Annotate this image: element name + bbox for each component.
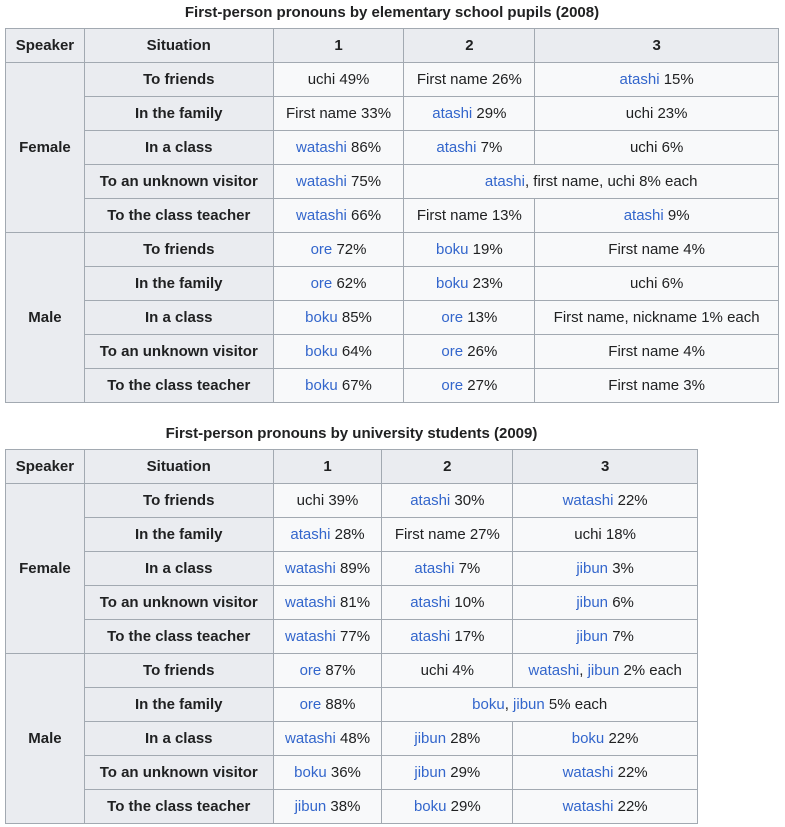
table-row xyxy=(6,484,698,518)
data-cell xyxy=(273,756,382,790)
situation-cell: To friends xyxy=(84,484,273,518)
data-cell xyxy=(535,131,779,165)
cell-text: 10% xyxy=(450,594,485,611)
cell-text: 36% xyxy=(326,764,361,781)
pronoun-link[interactable]: watashi xyxy=(284,560,336,577)
speaker-cell: Male xyxy=(6,654,85,824)
pronoun-link[interactable]: jibun xyxy=(294,798,327,815)
cell-text: 13% xyxy=(463,309,498,326)
table-row xyxy=(6,722,698,756)
elementary-pronouns-table xyxy=(5,0,779,403)
cell-text: 6% xyxy=(608,594,634,611)
data-cell xyxy=(273,63,404,97)
cell-text: 85% xyxy=(337,309,372,326)
situation-cell: To friends xyxy=(84,63,273,97)
table-row xyxy=(6,756,698,790)
table-row xyxy=(6,97,779,131)
cell-text: 64% xyxy=(337,343,372,360)
situation-cell: To an unknown visitor xyxy=(84,335,273,369)
pronoun-link[interactable]: watashi xyxy=(296,207,347,224)
cell-text: First name, nickname 1% each xyxy=(553,309,760,326)
table-row xyxy=(6,301,779,335)
pronoun-link[interactable]: watashi xyxy=(562,764,614,781)
cell-text: 30% xyxy=(450,492,485,509)
pronoun-link[interactable]: ore xyxy=(441,343,464,360)
data-cell xyxy=(273,267,404,301)
pronoun-link[interactable]: jibun xyxy=(576,594,609,611)
situation-cell: In a class xyxy=(84,131,273,165)
pronoun-link[interactable]: atashi xyxy=(484,173,525,190)
pronoun-link[interactable]: jibun xyxy=(576,560,609,577)
situation-cell: In a class xyxy=(84,722,273,756)
column-header: 1 xyxy=(273,450,382,484)
cell-text: , xyxy=(504,696,514,713)
data-cell xyxy=(273,335,404,369)
situation-cell: In the family xyxy=(84,688,273,722)
situation-cell: To the class teacher xyxy=(84,790,273,824)
column-header: 1 xyxy=(273,29,404,63)
data-cell xyxy=(535,63,779,97)
pronoun-link[interactable]: watashi xyxy=(528,662,580,679)
pronoun-link[interactable]: watashi xyxy=(284,628,336,645)
situation-cell: In the family xyxy=(84,267,273,301)
data-cell xyxy=(382,790,513,824)
table-row xyxy=(6,654,698,688)
table-row xyxy=(6,165,779,199)
cell-text: 88% xyxy=(321,696,356,713)
pronoun-link[interactable]: atashi xyxy=(619,71,660,88)
pronoun-link[interactable]: atashi xyxy=(410,492,451,509)
column-header: 2 xyxy=(404,29,535,63)
cell-text: 28% xyxy=(330,526,365,543)
situation-cell: To friends xyxy=(84,233,273,267)
cell-text: 22% xyxy=(613,798,648,815)
cell-text: 7% xyxy=(454,560,481,577)
table-caption: First-person pronouns by university students (2009) xyxy=(165,425,538,442)
data-cell xyxy=(535,369,779,403)
table-row xyxy=(6,63,779,97)
data-cell xyxy=(382,620,513,654)
data-cell xyxy=(404,233,535,267)
pronoun-link[interactable]: boku xyxy=(571,730,605,747)
cell-text: uchi 4% xyxy=(420,662,475,679)
table-row xyxy=(6,688,698,722)
cell-text: 23% xyxy=(468,275,503,292)
cell-text: 29% xyxy=(446,764,481,781)
cell-text: 89% xyxy=(335,560,371,577)
data-cell xyxy=(513,790,698,824)
table-row xyxy=(6,620,698,654)
table-row xyxy=(6,199,779,233)
cell-text: 26% xyxy=(463,343,498,360)
cell-text: 72% xyxy=(332,241,367,258)
column-header: Speaker xyxy=(6,29,85,63)
table-row xyxy=(6,790,698,824)
data-cell xyxy=(404,301,535,335)
data-cell xyxy=(513,552,698,586)
cell-text: First name 4% xyxy=(608,343,705,360)
pronoun-link[interactable]: jibun xyxy=(513,696,545,713)
cell-text: 9% xyxy=(663,207,690,224)
column-header: 3 xyxy=(513,450,698,484)
data-cell xyxy=(404,97,535,131)
data-cell xyxy=(535,233,779,267)
pronoun-link[interactable]: boku xyxy=(435,241,469,258)
cell-text: 3% xyxy=(608,560,634,577)
data-cell xyxy=(404,335,535,369)
column-header: Situation xyxy=(84,450,273,484)
data-cell xyxy=(273,369,404,403)
data-cell xyxy=(513,518,698,552)
pronoun-link[interactable]: jibun xyxy=(576,628,609,645)
table-row xyxy=(6,369,779,403)
pronoun-link[interactable]: jibun xyxy=(414,730,447,747)
cell-text: uchi 18% xyxy=(574,526,636,543)
university-pronouns-table xyxy=(5,421,698,824)
pronoun-link[interactable]: watashi xyxy=(296,139,347,156)
situation-cell: To an unknown visitor xyxy=(84,756,273,790)
data-cell xyxy=(273,165,404,199)
data-cell xyxy=(513,586,698,620)
cell-text: uchi 6% xyxy=(629,275,684,292)
pronoun-link[interactable]: atashi xyxy=(414,560,455,577)
data-cell xyxy=(273,484,382,518)
data-cell xyxy=(273,620,382,654)
data-cell xyxy=(404,165,779,199)
cell-text: 27% xyxy=(463,377,498,394)
data-cell xyxy=(273,552,382,586)
data-cell xyxy=(382,722,513,756)
pronoun-link[interactable]: atashi xyxy=(623,207,664,224)
cell-text: 22% xyxy=(613,764,648,781)
cell-text: 5% each xyxy=(544,696,608,713)
situation-cell: To friends xyxy=(84,654,273,688)
cell-text: First name 26% xyxy=(416,71,522,88)
speaker-cell: Male xyxy=(6,233,85,403)
data-cell xyxy=(382,654,513,688)
data-cell xyxy=(535,301,779,335)
cell-text: 15% xyxy=(659,71,694,88)
situation-cell: In a class xyxy=(84,552,273,586)
cell-text: 86% xyxy=(346,139,382,156)
data-cell xyxy=(404,369,535,403)
column-header: Speaker xyxy=(6,450,85,484)
pronoun-link[interactable]: ore xyxy=(299,662,322,679)
pronoun-link[interactable]: ore xyxy=(299,696,322,713)
table-caption: First-person pronouns by elementary school pupils (2008) xyxy=(184,4,600,21)
data-cell xyxy=(513,620,698,654)
header-row xyxy=(6,450,698,484)
pronoun-link[interactable]: jibun xyxy=(587,662,620,679)
data-cell xyxy=(382,552,513,586)
situation-cell: To the class teacher xyxy=(84,199,273,233)
cell-text: uchi 23% xyxy=(625,105,688,122)
data-cell xyxy=(273,518,382,552)
data-cell xyxy=(404,267,535,301)
table-row xyxy=(6,267,779,301)
cell-text: First name 3% xyxy=(608,377,705,394)
situation-cell: To an unknown visitor xyxy=(84,586,273,620)
column-header: Situation xyxy=(84,29,273,63)
cell-text: 81% xyxy=(335,594,371,611)
data-cell xyxy=(273,688,382,722)
data-cell xyxy=(273,233,404,267)
table-row xyxy=(6,233,779,267)
situation-cell: In the family xyxy=(84,97,273,131)
pronoun-link[interactable]: boku xyxy=(294,764,327,781)
pronoun-link[interactable]: watashi xyxy=(562,492,614,509)
data-cell xyxy=(535,199,779,233)
pronoun-link[interactable]: watashi xyxy=(562,798,614,815)
pronoun-link[interactable]: ore xyxy=(441,309,464,326)
cell-text: First name 33% xyxy=(286,105,392,122)
pronoun-link[interactable]: boku xyxy=(435,275,469,292)
cell-text: uchi 39% xyxy=(296,492,359,509)
situation-cell: In a class xyxy=(84,301,273,335)
data-cell xyxy=(404,63,535,97)
speaker-cell: Female xyxy=(6,484,85,654)
pronoun-link[interactable]: atashi xyxy=(432,105,473,122)
pronoun-link[interactable]: atashi xyxy=(436,139,477,156)
column-header: 3 xyxy=(535,29,779,63)
cell-text: 7% xyxy=(608,628,634,645)
table-row xyxy=(6,131,779,165)
pronoun-link[interactable]: atashi xyxy=(290,526,331,543)
cell-text: 66% xyxy=(346,207,382,224)
cell-text: First name 4% xyxy=(608,241,705,258)
data-cell xyxy=(535,335,779,369)
situation-cell: To an unknown visitor xyxy=(84,165,273,199)
cell-text: uchi 6% xyxy=(629,139,684,156)
pronoun-link[interactable]: atashi xyxy=(410,628,451,645)
data-cell xyxy=(404,199,535,233)
data-cell xyxy=(273,97,404,131)
pronoun-link[interactable]: ore xyxy=(310,241,333,258)
column-header: 2 xyxy=(382,450,513,484)
pronoun-link[interactable]: boku xyxy=(305,309,338,326)
table-row xyxy=(6,335,779,369)
situation-cell: To the class teacher xyxy=(84,620,273,654)
cell-text: 38% xyxy=(326,798,361,815)
cell-text: First name 13% xyxy=(416,207,522,224)
cell-text: , xyxy=(579,662,588,679)
cell-text: 29% xyxy=(472,105,507,122)
data-cell xyxy=(273,301,404,335)
pronoun-link[interactable]: jibun xyxy=(414,764,447,781)
pronoun-link[interactable]: watashi xyxy=(284,594,336,611)
pronoun-link[interactable]: boku xyxy=(305,343,338,360)
cell-text: 48% xyxy=(335,730,371,747)
cell-text: , first name, uchi 8% each xyxy=(524,173,698,190)
data-cell xyxy=(273,131,404,165)
data-cell xyxy=(513,484,698,518)
cell-text: 75% xyxy=(346,173,382,190)
cell-text: 7% xyxy=(476,139,503,156)
data-cell xyxy=(382,756,513,790)
cell-text: 77% xyxy=(335,628,371,645)
cell-text: uchi 49% xyxy=(307,71,370,88)
data-cell xyxy=(535,97,779,131)
data-cell xyxy=(382,688,698,722)
pronoun-link[interactable]: boku xyxy=(472,696,505,713)
pronoun-link[interactable]: watashi xyxy=(296,173,347,190)
cell-text: 62% xyxy=(332,275,367,292)
data-cell xyxy=(535,267,779,301)
cell-text: 22% xyxy=(604,730,639,747)
cell-text: 22% xyxy=(613,492,648,509)
speaker-cell: Female xyxy=(6,63,85,233)
pronoun-link[interactable]: boku xyxy=(413,798,447,815)
data-cell xyxy=(273,722,382,756)
pronoun-link[interactable]: ore xyxy=(310,275,333,292)
pronoun-link[interactable]: boku xyxy=(305,377,338,394)
cell-text: 17% xyxy=(450,628,485,645)
data-cell xyxy=(273,654,382,688)
data-cell xyxy=(382,484,513,518)
situation-cell: To the class teacher xyxy=(84,369,273,403)
data-cell xyxy=(382,586,513,620)
pronoun-link[interactable]: atashi xyxy=(410,594,451,611)
cell-text: 29% xyxy=(446,798,481,815)
cell-text: 28% xyxy=(446,730,481,747)
cell-text: 19% xyxy=(468,241,503,258)
data-cell xyxy=(273,790,382,824)
cell-text: 67% xyxy=(337,377,372,394)
data-cell xyxy=(382,518,513,552)
cell-text: 87% xyxy=(321,662,356,679)
table-row xyxy=(6,518,698,552)
data-cell xyxy=(404,131,535,165)
data-cell xyxy=(273,586,382,620)
cell-text: First name 27% xyxy=(394,526,500,543)
table-row xyxy=(6,586,698,620)
data-cell xyxy=(513,722,698,756)
data-cell xyxy=(513,654,698,688)
data-cell xyxy=(513,756,698,790)
pronoun-link[interactable]: ore xyxy=(441,377,464,394)
situation-cell: In the family xyxy=(84,518,273,552)
table-row xyxy=(6,552,698,586)
cell-text: 2% each xyxy=(619,662,682,679)
data-cell xyxy=(273,199,404,233)
header-row xyxy=(6,29,779,63)
pronoun-link[interactable]: watashi xyxy=(284,730,336,747)
